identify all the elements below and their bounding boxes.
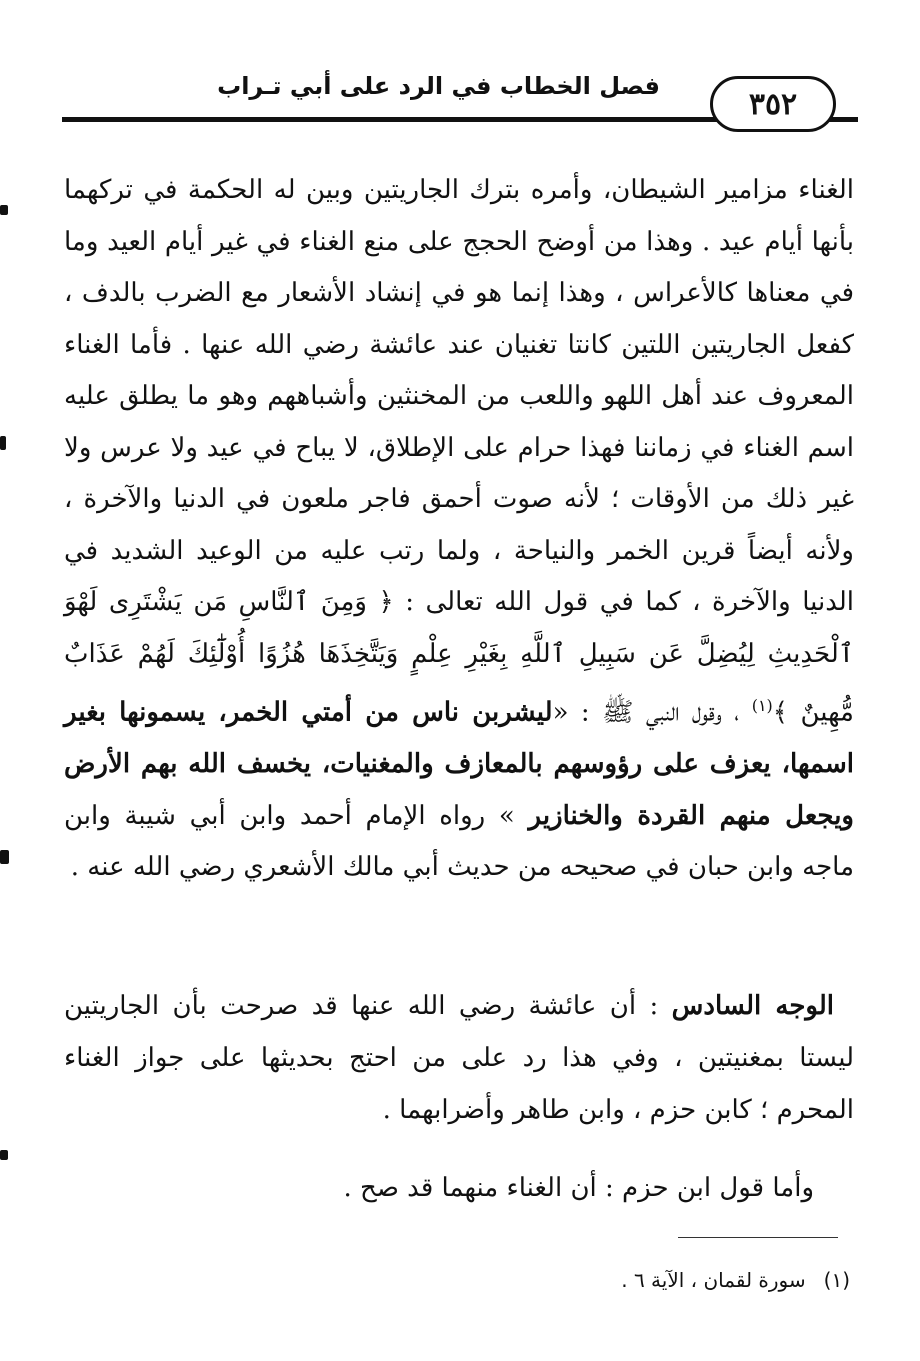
quran-verse: ﴿ وَمِنَ ٱلنَّاسِ مَن يَشْتَرِى لَهْوَ ٱلْحَدِيثِ لِيُضِلَّ عَن سَبِيلِ ٱللَّهِ بِغَيْرِ عِلْمٍ وَيَتَّخِذَهَا هُزُوًا أُوْلَٰٓئِكَ لَهُمْ عَذَابٌ مُّهِينٌ ﴾ <box>64 587 854 728</box>
paragraph-text: » رواه الإمام أحمد وابن أبي شيبة وابن ماجه وابن حبان في صحيحه من حديث أبي مالك الأشعري رضي الله عنه . <box>64 800 854 883</box>
scan-mark <box>0 436 6 450</box>
footnote-reference[interactable]: (١) <box>751 696 773 715</box>
page-number: ٣٥٢ <box>710 76 836 132</box>
closing-paragraph <box>64 1162 854 1214</box>
main-paragraph <box>64 165 854 894</box>
footnote <box>621 1268 850 1292</box>
section-heading: الوجه السادس <box>671 991 834 1021</box>
scan-mark <box>0 850 9 864</box>
page-header <box>62 70 858 130</box>
footnote-number: (١) <box>823 1268 850 1292</box>
scan-mark <box>0 1150 8 1160</box>
paragraph-text: الغناء مزامير الشيطان، وأمره بترك الجاريتين وبين له الحكمة في تركهما بأنها أيام عيد . وهذا من أوضح الحجج على منع الغناء في غير أيام العيد وما في معناها كالأعراس ، وهذا إنما هو في إنشاد الأشعار مع الضرب بالدف ، كفعل الجاريتين اللتين كانتا تغنيان عند عائشة رضي الله عنها . فأما الغناء المعروف عند أهل اللهو واللعب من المخنثين وأشباههم وهو ما يطلق عليه اسم الغناء في زماننا فهذا حرام على الإطلاق، لا يباح في عيد ولا عرس ولا غير ذلك من الأوقات ؛ لأنه صوت أحمق فاجر ملعون في الدنيا والآخرة ، ولأنه أيضاً قرين الخمر والنياحة ، ولما رتب عليه من الوعيد الشديد في الدنيا والآخرة ، كما في قول الله تعالى : <box>64 175 854 617</box>
running-title: فصل الخطاب في الرد على أبي تـراب <box>217 72 660 100</box>
paragraph-text: وأما قول ابن حزم : أن الغناء منهما قد صح . <box>343 1173 814 1203</box>
paragraph-text: : أن عائشة رضي الله عنها قد صرحت بأن الجاريتين ليستا بمغنيتين ، وفي هذا رد على من احتج بحديثها على جواز الغناء المحرم ؛ كابن حزم ، وابن طاهر وأضرابهما . <box>64 991 854 1125</box>
footnote-rule <box>678 1237 838 1238</box>
footnote-text: سورة لقمان ، الآية ٦ . <box>621 1268 806 1292</box>
hadith-text: ليشربن ناس من أمتي الخمر، يسمونها بغير اسمها، يعزف على رؤوسهم بالمعازف والمغنيات، يخسف الله بهم الأرض ويجعل منهم القردة والخنازير <box>64 697 854 831</box>
paragraph-text: ، وقول النبي ﷺ : « <box>552 697 752 728</box>
scan-mark <box>0 205 8 215</box>
sixth-aspect-paragraph <box>64 980 854 1136</box>
